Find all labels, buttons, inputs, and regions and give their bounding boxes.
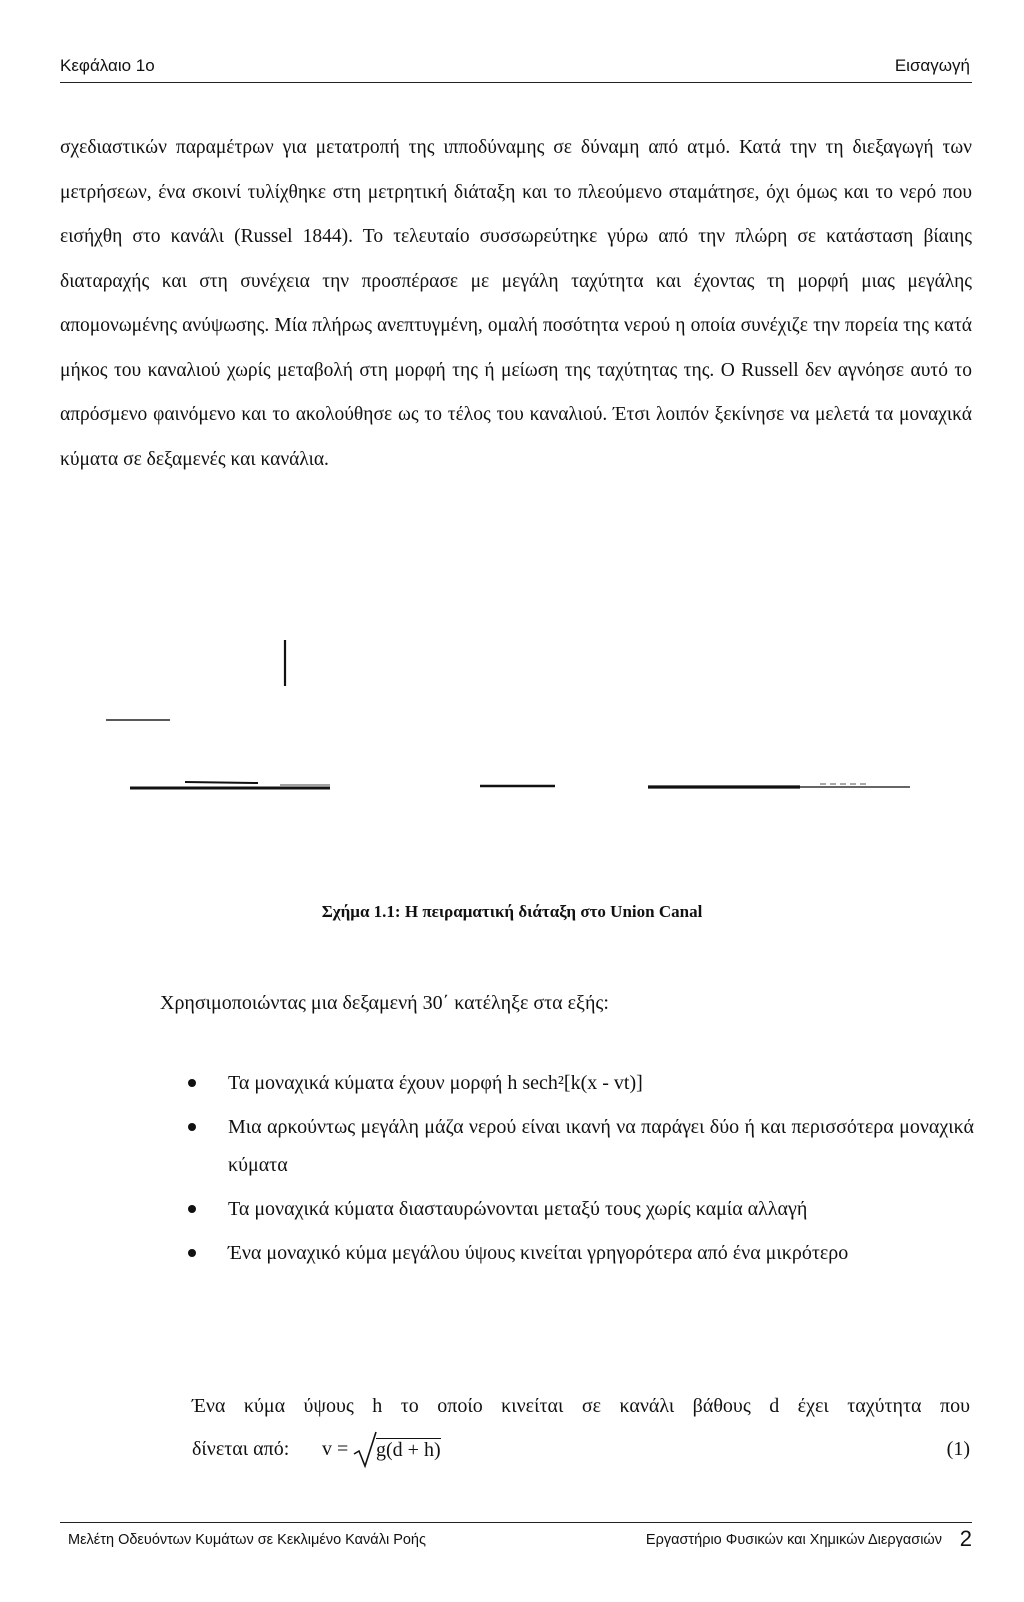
body-paragraph: σχεδιαστικών παραμέτρων για μετατροπή της ιπποδύναμης σε δύναμη από ατμό. Κατά την τη διεξαγωγή των μετρήσεων, ένα σκοινί τυλίχθηκε στη μετρητική διάταξη και το πλεούμενο σταμάτησε, όχι όμως και το νερό που εισήχθη στο κανάλι (Russel 1844). Το τελευταίο συσσωρεύτηκε γύρω από την πλώρη σε κατάσταση βίαιης διαταραχής και στη συνέχεια την προσπέρασε με μεγάλη ταχύτητα και έχοντας τη μορφή μιας μεγάλης απομονωμένης ανύψωσης. Μία πλήρως ανεπτυγμένη, ομαλή ποσότητα νερού η οποία συνέχιζε την πορεία της κατά μήκος του καναλιού χωρίς μεταβολή στη μορφή της ή μείωση της ταχύτητας της. Ο Russell δεν αγνόησε αυτό το απρόσμενο φαινόμενο και το ακολούθησε ως το τέλος του καναλιού. Έτσι λοιπόν ξεκίνησε να μελετά τα μοναχικά κύματα σε δεξαμενές και κανάλια.: [60, 137, 972, 470]
figure-experimental-setup: [0, 630, 1024, 830]
formula-line: [192, 1430, 970, 1470]
list-item: [184, 1064, 974, 1102]
list-item-text: Τα μοναχικά κύματα έχουν μορφή h sech²[k(x - vt)]: [228, 1072, 643, 1094]
running-footer: [68, 1528, 972, 1558]
figure-caption: Σχήμα 1.1: Η πειραματική διάταξη στο Union Canal: [321, 902, 703, 921]
findings-list: [184, 1064, 974, 1278]
square-root-icon: [352, 1430, 378, 1470]
list-item: [184, 1190, 974, 1228]
list-item-text: Τα μοναχικά κύματα διασταυρώνονται μεταξύ τους χωρίς καμία αλλαγή: [228, 1198, 808, 1220]
formula-lead: δίνεται από:: [192, 1438, 290, 1460]
figure-step-line: [185, 782, 258, 783]
bullet-icon: [188, 1123, 196, 1131]
running-header: [60, 54, 972, 83]
closing-sentence: Ένα κύμα ύψους h το οποίο κινείται σε κανάλι βάθους d έχει ταχύτητα που: [192, 1395, 970, 1417]
list-intro: Χρησιμοποιώντας μια δεξαμενή 30΄ κατέληξε στα εξής:: [160, 992, 609, 1014]
page-number: 2: [959, 1526, 972, 1551]
bullet-icon: [188, 1249, 196, 1257]
footer-rule: [60, 1522, 972, 1523]
bullet-icon: [188, 1079, 196, 1087]
footer-lab: Εργαστήριο Φυσικών και Χημικών Διεργασιών: [645, 1532, 942, 1548]
header-chapter: Κεφάλαιο 1ο: [60, 56, 155, 75]
header-section: Εισαγωγή: [894, 56, 970, 75]
equation-number: (1): [946, 1438, 970, 1460]
list-item-text: Μια αρκούντως μεγάλη μάζα νερού είναι ικανή να παράγει δύο ή και περισσότερα μοναχικά κύματα: [228, 1116, 974, 1176]
list-item-text: Ένα μοναχικό κύμα μεγάλου ύψους κινείται γρηγορότερα από ένα μικρότερο: [228, 1242, 849, 1264]
list-item: [184, 1108, 974, 1184]
footer-title: Μελέτη Οδευόντων Κυμάτων σε Κεκλιμένο Κανάλι Ροής: [68, 1532, 426, 1548]
formula-lhs: v =: [322, 1438, 349, 1460]
figure-graphic: [0, 630, 1024, 830]
bullet-icon: [188, 1205, 196, 1213]
list-item: [184, 1234, 974, 1272]
formula-radicand: g(d + h): [376, 1439, 441, 1461]
